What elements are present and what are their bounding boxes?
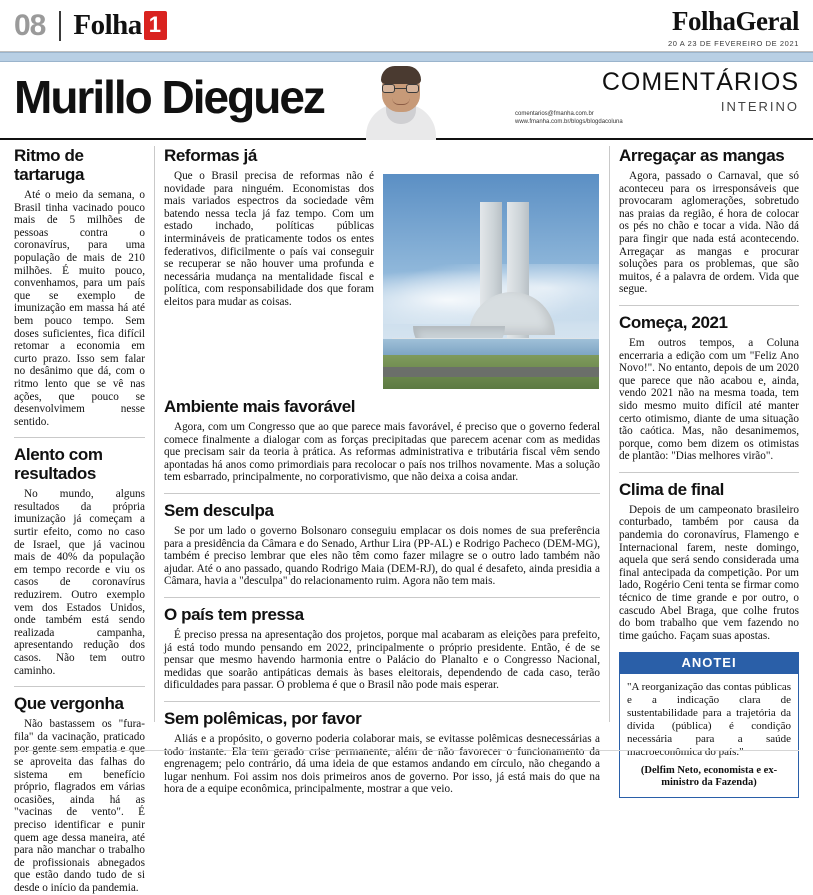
article-divider (619, 305, 799, 306)
section-logo-geral: Geral (735, 6, 799, 36)
article-paragraph: É preciso pressa na apresentação dos projetos, porque mal acabaram as eleições para prefeito, já está todo mundo pensando em 2022, principalmente o próprio presidente. Então, é de se pensar que mesmo havendo harmonia entre o Palácio do Planalto e o Congresso Nacional, medidas que soarão antipáticas demais às bases eleitorais, dependendo de cada caso, terão dificuldades para passar. O problema é que o Brasil não pode mais esperar. (164, 628, 600, 692)
photo-water (383, 339, 599, 355)
glasses-left-icon (382, 84, 395, 93)
column-center (154, 146, 609, 796)
anotei-source: (Delfim Neto, economista e ex-ministro da Fazenda) (640, 765, 778, 789)
masthead (0, 0, 813, 52)
article-paragraph: No mundo, alguns resultados da própria imunização já começam a surtir efeito, como no caso de Israel, que já vacinou mais de 40% da população em tempo recorde e viu os casos de coronavírus reduzirem. Outro exemplo vem dos Estados Unidos, onde também está sendo realizada campanha, apresentando redução dos casos. Não tem outro caminho. (14, 488, 145, 677)
edition-date: 20 A 23 DE FEVEREIRO DE 2021 (667, 39, 799, 48)
article-paragraph: Se por um lado o governo Bolsonaro conseguiu emplacar os dois nomes de sua preferência para a presidência da Câmara e do Senado, Arthur Lira (PP-AL) e Rodrigo Pacheco (DEM-MG), também é preciso lembrar que eles não têm como fazer milagre se o outro lado também não ajudar. Até o ano passado, quando Rodrigo Maia (DEM-RJ), do qual é desafeto, ainda presidia a Câmara, havia a "desculpa" do relacionamento ruim. Agora não tem mais. (164, 524, 600, 588)
article-title: Sem desculpa (164, 500, 274, 520)
section-logo (668, 6, 799, 48)
article-divider (619, 472, 799, 473)
anotei-banner: ANOTEI (619, 652, 799, 674)
section-heading-block (499, 68, 799, 114)
lead-article-photo-wrap (383, 170, 599, 397)
author-photo (360, 58, 442, 140)
contact-info (515, 110, 665, 126)
article-title: Arregaçar as mangas (619, 146, 785, 165)
article-title: Reformas já (164, 146, 257, 165)
article-paragraph: Aliás e a propósito, o governo poderia colaborar mais, se evitasse polêmicas desnecessárias a todo instante. Ela tem gerado crise permanente, além de não favorecer o funcionamento da engrenagem; pelo contrário, dá uma ideia de que estamos andando em círculo, não chegando a lugar nenhum. Foi assim nos dois primeiros anos de governo. Por isso, já está mais do que na hora de a equipe econômica, principalmente, mostrar a que veio. (164, 732, 600, 796)
contact-site[interactable]: www.fmanha.com.br/blogs/blogdacoluna (515, 119, 623, 125)
article-paragraph: Agora, passado o Carnaval, que só aconteceu para os irresponsáveis que provocaram aglomerações, sobretudo nas praias da região, é hora de colocar os pés no chão e tocar a vida. Não dá para fingir que nada está acontecendo. Arregaçar as mangas e procurar soluções para os problemas, que são muitos, é a palavra de ordem. Vida que segue. (619, 170, 799, 296)
glasses-bridge-icon (395, 88, 406, 89)
article-paragraph: Em outros tempos, a Coluna encerraria a edição com um "Feliz Ano Novo!". No entanto, depois de um 2020 que parece que não acabou e, ainda, vendo 2021 não na mesma toada, tem sido mesmo muito difícil até manter certo otimismo, diante de uma situação tão caótica. Mas, não desanimemos, porque, como bem dizem os otimistas de plantão: "Dias melhores virão". (619, 336, 799, 463)
anotei-quote: "A reorganização das contas públicas e a indicação clara de sustentabilidade para a trajetória da dívida (pública) é condição necessária para a saúde macroeconômica do país." (627, 681, 791, 759)
lead-article-wrap (164, 170, 600, 397)
article-title: Sem polêmicas, por favor (164, 708, 362, 728)
article-paragraph: Não bastassem os "fura-fila" da vacinação, praticado por gente sem empatia e que se aproveita das falhas do sistema em benefício próprio, flagrados em várias ocasiões, ainda há as "vacinas de vento". É preciso identificar e punir quem age dessa maneira, até para não manchar o trabalho de profissionais abnegados que estão dando tudo de si desde o início da pandemia. (14, 718, 145, 894)
article-paragraph: Até o meio da semana, o Brasil tinha vacinado pouco mais de 5 milhões de pessoas contra o coronavírus, para uma população de mais de 210 milhões. É muito pouco, convenhamos, para um país que se exemplo de imunização em massa há até bem pouco tempo. Sem doses suficientes, fica difícil retomar a economia em curto prazo. Isso sem falar no desânimo que dá, com o ritmo lento que se vê nas ações, que pouco se desenvolvimem nesse sentido. (14, 189, 145, 428)
article-title: Ambiente mais favorável (164, 397, 356, 416)
section-logo-title (668, 6, 799, 37)
author-photo-hair (381, 66, 421, 84)
article-paragraph: Que o Brasil precisa de reformas não é novidade para ninguém. Economistas dos mais variados espectros da sociedade vêm batendo nessa tecla já faz tempo. Com um estado inchado, políticas públicas intermináveis de praticamente todos os entes federativos, dificilmente o país vai conseguir se recuperar se não houver uma profunda e necessária mudança na mentalidade fiscal e política, com responsabilidade dos que foram eleitos para mudar as coisas. (164, 170, 374, 308)
article-title: O país tem pressa (164, 604, 304, 624)
folha-logo-badge: 1 (144, 11, 167, 40)
article-title: Alento com resultados (14, 445, 103, 484)
article-title: Ritmo de tartaruga (14, 146, 85, 184)
column-right (609, 146, 799, 789)
section-heading: COMENTÁRIOS (601, 68, 799, 96)
column-title-block (0, 62, 813, 140)
anotei-box (619, 674, 799, 798)
article-title: Começa, 2021 (619, 312, 728, 332)
folha-logo (73, 9, 166, 42)
glasses-right-icon (406, 84, 419, 93)
article-paragraph: Depois de um campeonato brasileiro conturbado, também por causa da pandemia do coronavírus, Flamengo e Internacional farem, neste domingo, aquela que será sendo considerada uma final antecipada da competição. Por um lado, Rogério Ceni tenta se firmar como técnico de time grande e por outro, o cascudo Abel Braga, que colhe frutos do bom trabalho que vem fazendo no time gaúcho. Façam suas apostas. (619, 503, 799, 642)
article-title: Clima de final (619, 479, 724, 499)
page-number: 08 (14, 8, 46, 42)
article-divider (164, 701, 600, 702)
section-subheading: INTERINO (720, 99, 799, 114)
photo-road (383, 367, 599, 377)
section-logo-folha: Folha (672, 6, 736, 36)
lead-article-text (164, 170, 374, 397)
author-name: Murillo Dieguez (14, 71, 324, 123)
congress-photo (383, 174, 599, 389)
article-divider (14, 437, 145, 438)
column-left (14, 146, 154, 894)
article-divider (164, 493, 600, 494)
article-title: Que vergonha (14, 694, 124, 714)
article-divider (164, 597, 600, 598)
article-columns (0, 140, 813, 894)
footer-rule (14, 750, 799, 751)
contact-email[interactable]: comentarios@fmanha.com.br (515, 111, 594, 117)
folha-logo-text: Folha (73, 9, 142, 41)
article-paragraph: Agora, com um Congresso que ao que parece mais favorável, é preciso que o governo federal comece finalmente a dialogar com as forças precipitadas que parecem acenar com as medidas que precisam sair da teoria à prática. As reformas administrativa e tributária fiscal vêm sendo apontadas há anos como primordiais para recolocar o país nos trilhos novamente. Mas a solução tem esbarrado, principalmente, no corporativismo, que não deixa a coisa andar. (164, 421, 600, 484)
masthead-divider (59, 11, 61, 41)
article-divider (14, 686, 145, 687)
